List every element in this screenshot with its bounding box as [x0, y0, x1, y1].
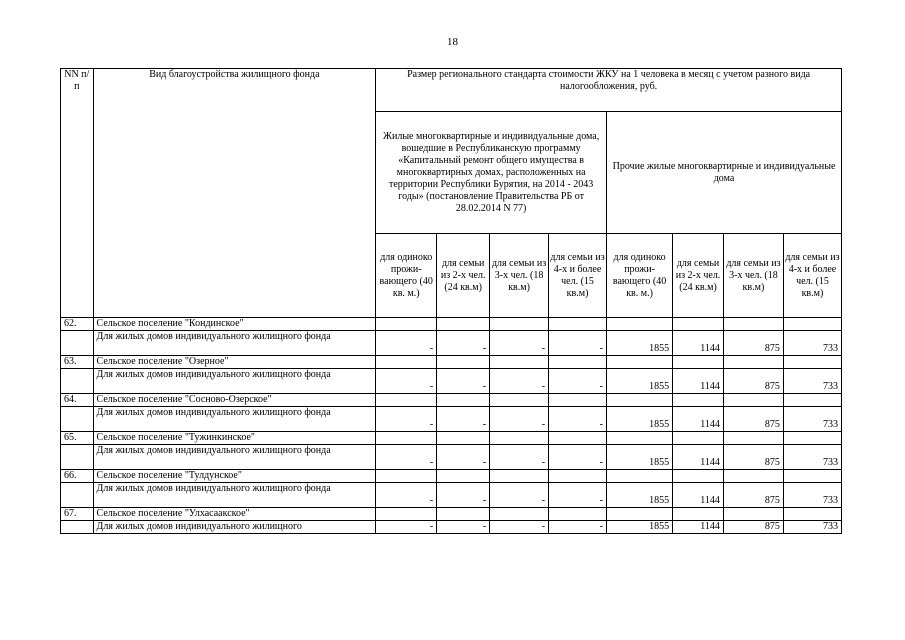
- housing-type-row: [61, 369, 842, 394]
- value-program: -: [376, 521, 437, 534]
- empty-cell: [783, 356, 841, 369]
- value-program: -: [376, 445, 437, 470]
- empty-cell: [607, 356, 673, 369]
- empty-cell: [783, 508, 841, 521]
- housing-type: Для жилых домов индивидуального жилищного фонда: [93, 407, 376, 432]
- value-other: 875: [723, 369, 783, 394]
- value-program: -: [490, 331, 549, 356]
- housing-type-row: [61, 483, 842, 508]
- empty-cell: [376, 394, 437, 407]
- value-other: 875: [723, 445, 783, 470]
- value-other: 875: [723, 483, 783, 508]
- table-body: [61, 318, 842, 534]
- value-other: 1855: [607, 521, 673, 534]
- housing-type-row: [61, 407, 842, 432]
- value-other: 1855: [607, 483, 673, 508]
- value-program: -: [437, 521, 490, 534]
- empty-cell: [673, 356, 724, 369]
- empty-cell: [607, 432, 673, 445]
- subheader-b-family-3: для семьи из 3-х чел. (18 кв.м): [723, 234, 783, 318]
- value-other: 1144: [673, 445, 724, 470]
- value-other: 1855: [607, 407, 673, 432]
- empty-cell: [549, 432, 607, 445]
- value-other: 1144: [673, 483, 724, 508]
- value-other: 1855: [607, 369, 673, 394]
- empty-cell: [490, 508, 549, 521]
- empty-cell: [549, 394, 607, 407]
- settlement-row: [61, 356, 842, 369]
- settlement-row: [61, 394, 842, 407]
- empty-cell: [376, 432, 437, 445]
- settlement-name: Сельское поселение "Улхасаакское": [93, 508, 376, 521]
- settlement-row: [61, 470, 842, 483]
- housing-type: Для жилых домов индивидуального жилищного фонда: [93, 483, 376, 508]
- empty-cell: [61, 407, 94, 432]
- empty-cell: [783, 318, 841, 331]
- empty-cell: [437, 432, 490, 445]
- value-other: 733: [783, 407, 841, 432]
- housing-type-row: [61, 445, 842, 470]
- subheader-a-family-3: для семьи из 3-х чел. (18 кв.м): [490, 234, 549, 318]
- value-other: 875: [723, 331, 783, 356]
- value-other: 733: [783, 331, 841, 356]
- value-program: -: [437, 331, 490, 356]
- empty-cell: [607, 394, 673, 407]
- empty-cell: [376, 356, 437, 369]
- empty-cell: [607, 470, 673, 483]
- settlement-name: Сельское поселение "Тужинкинское": [93, 432, 376, 445]
- empty-cell: [723, 508, 783, 521]
- empty-cell: [61, 445, 94, 470]
- empty-cell: [376, 318, 437, 331]
- empty-cell: [61, 369, 94, 394]
- header-group-a: Жилые многоквартирные и индивидуальные дома, вошедшие в Республиканскую программу «Капитальный ремонт общего имущества в многоквартирных домах, расположенных на территории Республики Бурятия, на 2014 - 2043 годы» (постановление Правительства РБ от 28.02.2014 N 77): [376, 112, 607, 234]
- empty-cell: [783, 470, 841, 483]
- settlement-row: [61, 432, 842, 445]
- page-number: 18: [447, 36, 458, 48]
- settlement-name: Сельское поселение "Тулдунское": [93, 470, 376, 483]
- empty-cell: [673, 508, 724, 521]
- empty-cell: [673, 394, 724, 407]
- value-program: -: [549, 483, 607, 508]
- value-program: -: [376, 407, 437, 432]
- subheader-a-family-4: для семьи из 4-х и более чел. (15 кв.м): [549, 234, 607, 318]
- value-program: -: [490, 407, 549, 432]
- value-other: 875: [723, 521, 783, 534]
- value-program: -: [376, 483, 437, 508]
- subheader-b-single: для одиноко прожи-вающего (40 кв. м.): [607, 234, 673, 318]
- value-other: 1144: [673, 521, 724, 534]
- empty-cell: [607, 318, 673, 331]
- value-program: -: [549, 407, 607, 432]
- value-program: -: [549, 369, 607, 394]
- empty-cell: [673, 470, 724, 483]
- subheader-a-single: для одиноко прожи-вающего (40 кв. м.): [376, 234, 437, 318]
- subheader-b-family-4: для семьи из 4-х и более чел. (15 кв.м): [783, 234, 841, 318]
- empty-cell: [673, 318, 724, 331]
- value-other: 733: [783, 369, 841, 394]
- empty-cell: [723, 470, 783, 483]
- header-group-b: Прочие жилые многоквартирные и индивидуальные дома: [607, 112, 842, 234]
- value-program: -: [490, 521, 549, 534]
- value-program: -: [549, 521, 607, 534]
- empty-cell: [61, 483, 94, 508]
- row-number: 64.: [61, 394, 94, 407]
- value-other: 733: [783, 483, 841, 508]
- value-program: -: [437, 445, 490, 470]
- value-program: -: [549, 331, 607, 356]
- value-program: -: [490, 445, 549, 470]
- empty-cell: [490, 356, 549, 369]
- row-number: 65.: [61, 432, 94, 445]
- housing-type: Для жилых домов индивидуального жилищного: [93, 521, 376, 534]
- empty-cell: [723, 394, 783, 407]
- header-type: Вид благоустройства жилищного фонда: [93, 69, 376, 318]
- empty-cell: [549, 508, 607, 521]
- empty-cell: [61, 521, 94, 534]
- row-number: 63.: [61, 356, 94, 369]
- header-nn: NN п/п: [61, 69, 94, 318]
- value-other: 1855: [607, 445, 673, 470]
- settlement-name: Сельское поселение "Озерное": [93, 356, 376, 369]
- empty-cell: [437, 394, 490, 407]
- value-program: -: [490, 369, 549, 394]
- empty-cell: [549, 318, 607, 331]
- header-size: Размер регионального стандарта стоимости ЖКУ на 1 человека в месяц с учетом разного вида налогообложения, руб.: [376, 69, 842, 112]
- empty-cell: [490, 432, 549, 445]
- value-other: 1144: [673, 331, 724, 356]
- row-number: 62.: [61, 318, 94, 331]
- settlement-row: [61, 318, 842, 331]
- empty-cell: [437, 356, 490, 369]
- row-number: 66.: [61, 470, 94, 483]
- empty-cell: [723, 318, 783, 331]
- subheader-a-family-2: для семьи из 2-х чел. (24 кв.м): [437, 234, 490, 318]
- empty-cell: [61, 331, 94, 356]
- row-number: 67.: [61, 508, 94, 521]
- empty-cell: [673, 432, 724, 445]
- value-program: -: [376, 369, 437, 394]
- value-other: 875: [723, 407, 783, 432]
- value-program: -: [549, 445, 607, 470]
- value-other: 733: [783, 445, 841, 470]
- empty-cell: [437, 470, 490, 483]
- housing-type: Для жилых домов индивидуального жилищного фонда: [93, 445, 376, 470]
- empty-cell: [549, 356, 607, 369]
- housing-type-row: [61, 521, 842, 534]
- housing-type: Для жилых домов индивидуального жилищного фонда: [93, 331, 376, 356]
- empty-cell: [376, 470, 437, 483]
- empty-cell: [490, 394, 549, 407]
- empty-cell: [783, 432, 841, 445]
- value-program: -: [437, 407, 490, 432]
- empty-cell: [437, 508, 490, 521]
- settlement-name: Сельское поселение "Сосново-Озерское": [93, 394, 376, 407]
- empty-cell: [607, 508, 673, 521]
- housing-type-row: [61, 331, 842, 356]
- empty-cell: [437, 318, 490, 331]
- value-other: 733: [783, 521, 841, 534]
- empty-cell: [723, 432, 783, 445]
- empty-cell: [376, 508, 437, 521]
- tariff-table: [60, 68, 842, 534]
- empty-cell: [490, 318, 549, 331]
- value-program: -: [437, 483, 490, 508]
- settlement-row: [61, 508, 842, 521]
- empty-cell: [549, 470, 607, 483]
- empty-cell: [490, 470, 549, 483]
- empty-cell: [783, 394, 841, 407]
- settlement-name: Сельское поселение "Кондинское": [93, 318, 376, 331]
- value-program: -: [490, 483, 549, 508]
- value-program: -: [376, 331, 437, 356]
- value-program: -: [437, 369, 490, 394]
- value-other: 1855: [607, 331, 673, 356]
- empty-cell: [723, 356, 783, 369]
- value-other: 1144: [673, 369, 724, 394]
- housing-type: Для жилых домов индивидуального жилищного фонда: [93, 369, 376, 394]
- value-other: 1144: [673, 407, 724, 432]
- subheader-b-family-2: для семьи из 2-х чел. (24 кв.м): [673, 234, 724, 318]
